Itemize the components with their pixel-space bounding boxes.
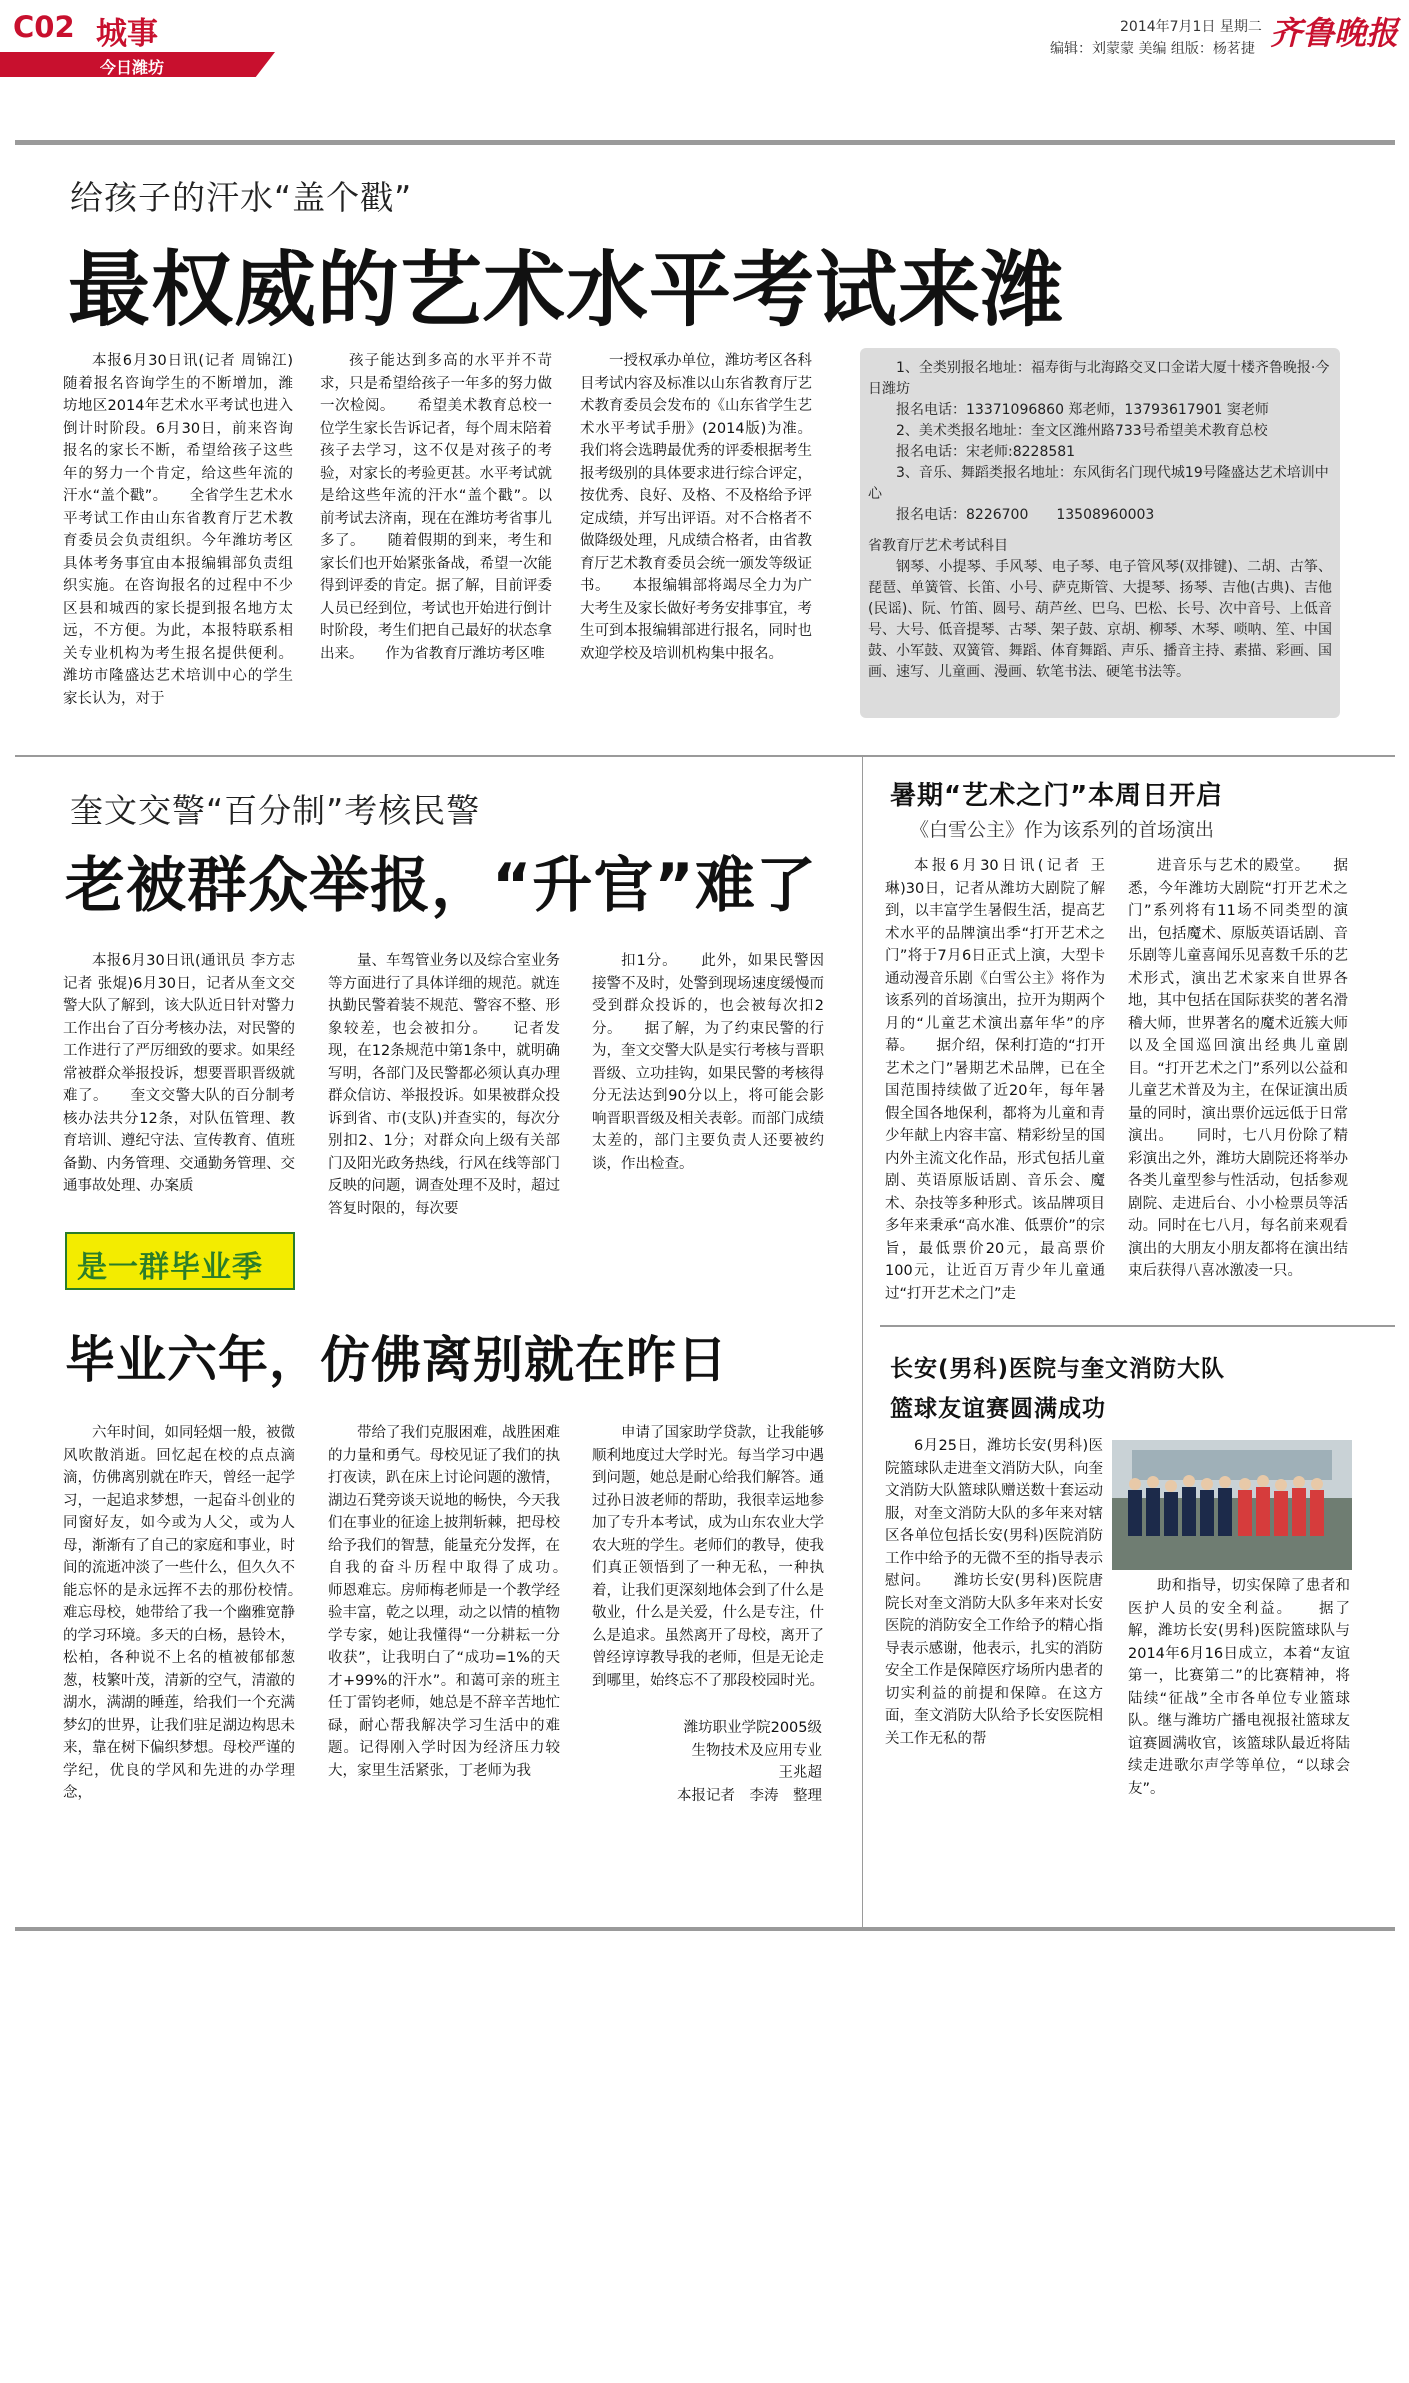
info-line2: 2、美术类报名地址：奎文区潍州路733号希望美术教育总校 (896, 423, 1268, 439)
story4-col2: 带给了我们克服困难，战胜困难的力量和勇气。母校见证了我们的执打夜读，趴在床上讨论问题的激情，湖边石凳旁谈天说地的畅快，今天我们在事业的征途上披荆斩棘，把母校给予我们的智慧，能量充分发挥，在自我的奋斗历程中取得了成功。 师恩难忘。房师梅老师是一个教学经验丰富，乾之以理，动之以情的植物学专家，她让我懂得“一分耕耘一分收获”，让我明白了“成功=1%的天才+99%的汗水”。和蔼可亲的班主任丁雷钧老师，她总是不辞辛苦地忙碌，耐心帮我解决学习生活中的难题。记得刚入学时因为经济压力较大，家里生活紧张，丁老师为我 (328, 1425, 589, 1779)
story1-col2: 孩子能达到多高的水平并不苛求，只是希望给孩子一年多的努力做一次检阅。 希望美术教育总校一位学生家长告诉记者，每个周末陪着孩子去学习，这不仅是对孩子的考验，对家长的考验更甚。水平考试就是给这些年流的汗水“盖个戳”。以前考试去济南，现在在潍坊考省事儿多了。 随着假期的到来，考生和家长们也开始紧张备战，希望一次能得到评委的肯定。据了解，目前评委人员已经到位，考试也开始进行倒计时阶段，考生们把自己最好的状态拿出来。 作为省教育厅潍坊考区唯 (320, 353, 552, 662)
exam-info-box (860, 348, 1340, 718)
story1-col3: 一授权承办单位，潍坊考区各科目考试内容及标准以山东省教育厅艺术教育委员会发布的《山东省学生艺术水平考试手册》(2014版)为准。我们将会选聘最优秀的评委根据考生报考级别的具体要求进行综合评定，按优秀、良好、及格、不及格给予评定成绩，并写出评语。对不合格者不做降级处理，凡成绩合格者，由省教育厅艺术教育委员会统一颁发等级证书。 本报编辑部将竭尽全力为广大考生及家长做好考务安排事宜，考生可到本报编辑部进行报名，同时也欢迎学校及培训机构集中报名。 (580, 353, 812, 662)
staff-line: 编辑：刘蒙蒙 美编 组版：杨茗捷 (1050, 41, 1255, 57)
subjects-title: 省教育厅艺术考试科目 (868, 538, 1008, 554)
story3-title: 暑期“艺术之门”本周日开启 (890, 781, 1224, 811)
story3-subtitle: 《白雪公主》作为该系列的首场演出 (910, 819, 1215, 841)
signature-line1: 潍坊职业学院2005级 (683, 1720, 822, 1736)
team-photo-illustration (1112, 1440, 1352, 1570)
story1-kicker: 给孩子的汗水“盖个戳” (70, 178, 413, 217)
story5-col2: 助和指导，切实保障了患者和医护人员的安全利益。 据了解，潍坊长安(男科)医院篮球队与2014年6月16日成立，本着“友谊第一，比赛第二”的比赛精神，将陆续“征战”全市各单位专业篮球队。继与潍坊广播电视报社篮球友谊赛圆满收官，该篮球队最近将陆续走进歌尔声学等单位，“以球会友”。 (1128, 1578, 1350, 1797)
story3-col1: 本报6月30日讯(记者 王琳)30日，记者从潍坊大剧院了解到，以丰富学生暑假生活，提高艺术水平的品牌演出季“打开艺术之门”将于7月6日正式上演，大型卡通动漫音乐剧《白雪公主》将作为该系列的首场演出，拉开为期两个月的“儿童艺术演出嘉年华”的序幕。 据介绍，保利打造的“打开艺术之门”暑期艺术品牌，已在全国范围持续做了近20年，每年暑假全国各地保利，都将为儿童和青少年献上内容丰富、精彩纷呈的国内外主流文化作品，形式包括儿童剧、英语原版话剧、音乐会、魔术、杂技等多种形式。该品牌项目多年来秉承“高水准、低票价”的宗旨，最低票价20元，最高票价100元，让近百万青少年儿童通过“打开艺术之门”走 (885, 858, 1105, 1302)
story2-col2: 量、车驾管业务以及综合室业务等方面进行了具体详细的规范。就连执勤民警着装不规范、警容不整、形象较差，也会被扣分。 记者发现，在12条规范中第1条中，就明确写明，各部门及民警都必须认真办理群众信访、举报投诉。如果被群众投诉到省、市(支队)并查实的，每次分别扣2、1分；对群众向上级有关部门及阳光政务热线，行风在线等部门反映的问题，调查处理不及时，超过答复时限的，每次要 (328, 953, 560, 1217)
basketball-team-photo (1112, 1440, 1352, 1570)
info-line2-tel: 报名电话：宋老师:8228581 (896, 444, 1076, 460)
story3-col2: 进音乐与艺术的殿堂。 据悉，今年潍坊大剧院“打开艺术之门”系列将有11场不同类型的演出，包括魔术、原版英语话剧、音乐剧等儿童喜闻乐见喜数千乐的艺术形式，演出艺术家来自世界各地，其中包括在国际获奖的著名滑稽大师，世界著名的魔术近簇大师以及全国巡回演出经典儿童剧目。“打开艺术之门”系列以公益和儿童艺术普及为主，在保证演出质量的同时，演出票价远远低于日常演出。 同时，七八月份除了精彩演出之外，潍坊大剧院还将举办各类儿童型参与性活动，包括参观剧院、走进后台、小小检票员等活动。同时在七八月，每名前来观看演出的大朋友小朋友都将在演出结束后获得八喜冰激凌一只。 (1128, 858, 1348, 1279)
story1-col1: 本报6月30日讯(记者 周锦江)随着报名咨询学生的不断增加，潍坊地区2014年艺术水平考试也进入倒计时阶段。6月30日，前来咨询报名的家长不断，希望给孩子这些年的努力一个肯定，给这些年流的汗水“盖个戳”。 全省学生艺术水平考试工作由山东省教育厅艺术教育委员会负责组织。今年潍坊考区具体考务事宜由本报编辑部负责组织实施。在咨询报名的过程中不少区县和城西的家长提到报名地方太远，不方便。为此，本报特联系相关专业机构为考生报名提供便利。潍坊市隆盛达艺术培训中心的学生家长认为，对于 (63, 353, 293, 707)
story5-headline-line2: 篮球友谊赛圆满成功 (890, 1396, 1106, 1422)
column-divider (862, 757, 863, 1927)
story2-col1: 本报6月30日讯(通讯员 李方志 记者 张焜)6月30日，记者从奎文交警大队了解到，该大队近日针对警力工作出台了百分考核办法，对民警的工作进行了严厉细致的要求。如果经常被群众举报投诉，想要晋职晋级就难了。 奎文交警大队的百分制考核办法共分12条，对队伍管理、教育培训、遵纪守法、宣传教育、值班备勤、内务管理、交通勤务管理、交通事故处理、办案质 (63, 953, 295, 1194)
newspaper-logo: 齐鲁晚报 (1270, 14, 1399, 52)
story2-col3: 扣1分。 此外，如果民警因接警不及时，处警到现场速度缓慢而受到群众投诉的，也会被每次扣2分。 据了解，为了约束民警的行为，奎文交警大队是实行考核与晋职晋级、立功挂钩，如果民警的考核得分无法达到90分以上，将可能会影响晋职晋级及相关表彰。而部门成绩太差的，部门主要负责人还要被约谈，作出检查。 (592, 953, 824, 1172)
graduation-badge (65, 1232, 295, 1290)
story5-col1: 6月25日，潍坊长安(男科)医院篮球队走进奎文消防大队，向奎文消防大队篮球队赠送数十套运动服，对奎文消防大队的多年来对辖区各单位包括长安(男科)医院消防工作中给予的无微不至的指导表示慰问。 潍坊长安(男科)医院唐院长对奎文消防大队多年来对长安医院的消防安全工作给予的精心指导表示感谢，他表示，扎实的消防安全工作是保障医疗场所内患者的切实利益的前提和保障。在这方面，奎文消防大队给予长安医院相关工作无私的帮 (885, 1438, 1103, 1747)
story4-signature (600, 1717, 822, 1807)
story2-kicker: 奎文交警“百分制”考核民警 (70, 791, 481, 830)
date-line: 2014年7月1日 星期二 (1120, 19, 1262, 35)
story2-headline: 老被群众举报，“升官”难了 (65, 851, 817, 921)
info-line3-tel: 报名电话：8226700 13508960003 (896, 507, 1155, 523)
story4-col1: 六年时间，如同轻烟一般，被微风吹散消逝。回忆起在校的点点滴滴，仿佛离别就在昨天，曾经一起学习，一起追求梦想，一起奋斗创业的同窗好友，如今或为人父，或为人母，渐渐有了自己的家庭和事业，时间的流逝冲淡了一些什么，但久久不能忘怀的是永远挥不去的那份校情。 难忘母校，她带给了我一个幽雅宽静的学习环境。多天的白杨，悬铃木，松柏，各种说不上名的植被郁郁葱葱，枝繁叶茂，清新的空气，清澈的湖水，满湖的睡莲，给我们一个充满梦幻的世界，让我们驻足湖边构思未来，靠在树下偏织梦想。母校严谨的学纪，优良的学风和先进的办学理念， (63, 1425, 324, 1801)
top-rule (15, 140, 1395, 145)
graduation-badge-text: 是一群毕业季 (77, 1250, 263, 1285)
signature-line3: 王兆超 (778, 1765, 822, 1781)
signature-line2: 生物技术及应用专业 (691, 1742, 822, 1759)
story1-bottom-rule (15, 755, 1395, 757)
story1-headline: 最权威的艺术水平考试来潍 (68, 243, 1065, 338)
section-name: 城事 (96, 16, 158, 52)
story4-col3: 申请了国家助学贷款，让我能够顺利地度过大学时光。每当学习中遇到问题，她总是耐心给我们解答。通过孙日波老师的帮助，我很幸运地参加了专升本考试，成为山东农业大学农大班的学生。老师们的教导，使我们真正领悟到了一种无私，一种执着，让我们更深刻地体会到了什么是敬业，什么是关爱，什么是专注，什么是追求。虽然离开了母校，离开了曾经谆谆教导我的老师，但是无论走到哪里，始终忘不了那段校园时光。 (592, 1425, 824, 1689)
story3-bottom-rule (880, 1325, 1395, 1327)
reporter-line: 本报记者 李涛 整理 (677, 1787, 822, 1804)
info-line1-tel: 报名电话：13371096860 郑老师，13793617901 窦老师 (896, 402, 1269, 418)
page-code: C02 (13, 10, 75, 44)
story4-headline: 毕业六年，仿佛离别就在昨日 (65, 1331, 728, 1389)
subsection-label: 今日潍坊 (100, 58, 165, 77)
info-line3: 3、音乐、舞蹈类报名地址：东风街名门现代城19号隆盛达艺术培训中心 (868, 465, 1329, 502)
subjects-list: 钢琴、小提琴、手风琴、电子琴、电子管风琴(双排键)、二胡、古筝、琵琶、单簧管、长笛、小号、萨克斯管、大提琴、扬琴、吉他(古典)、吉他(民谣)、阮、竹笛、圆号、葫芦丝、巴乌、巴松、长号、次中音号、上低音号、大号、低音提琴、古琴、架子鼓、京胡、柳琴、木琴、唢呐、笙、中国鼓、小军鼓、双簧管、舞蹈、体育舞蹈、声乐、播音主持、素描、彩画、国画、速写、儿童画、漫画、软笔书法、硬笔书法等。 (868, 559, 1332, 680)
bottom-rule (15, 1927, 1395, 1931)
story5-headline-line1: 长安(男科)医院与奎文消防大队 (890, 1356, 1226, 1382)
info-line1: 1、全类别报名地址：福寿街与北海路交叉口金诺大厦十楼齐鲁晚报·今日潍坊 (868, 360, 1330, 397)
